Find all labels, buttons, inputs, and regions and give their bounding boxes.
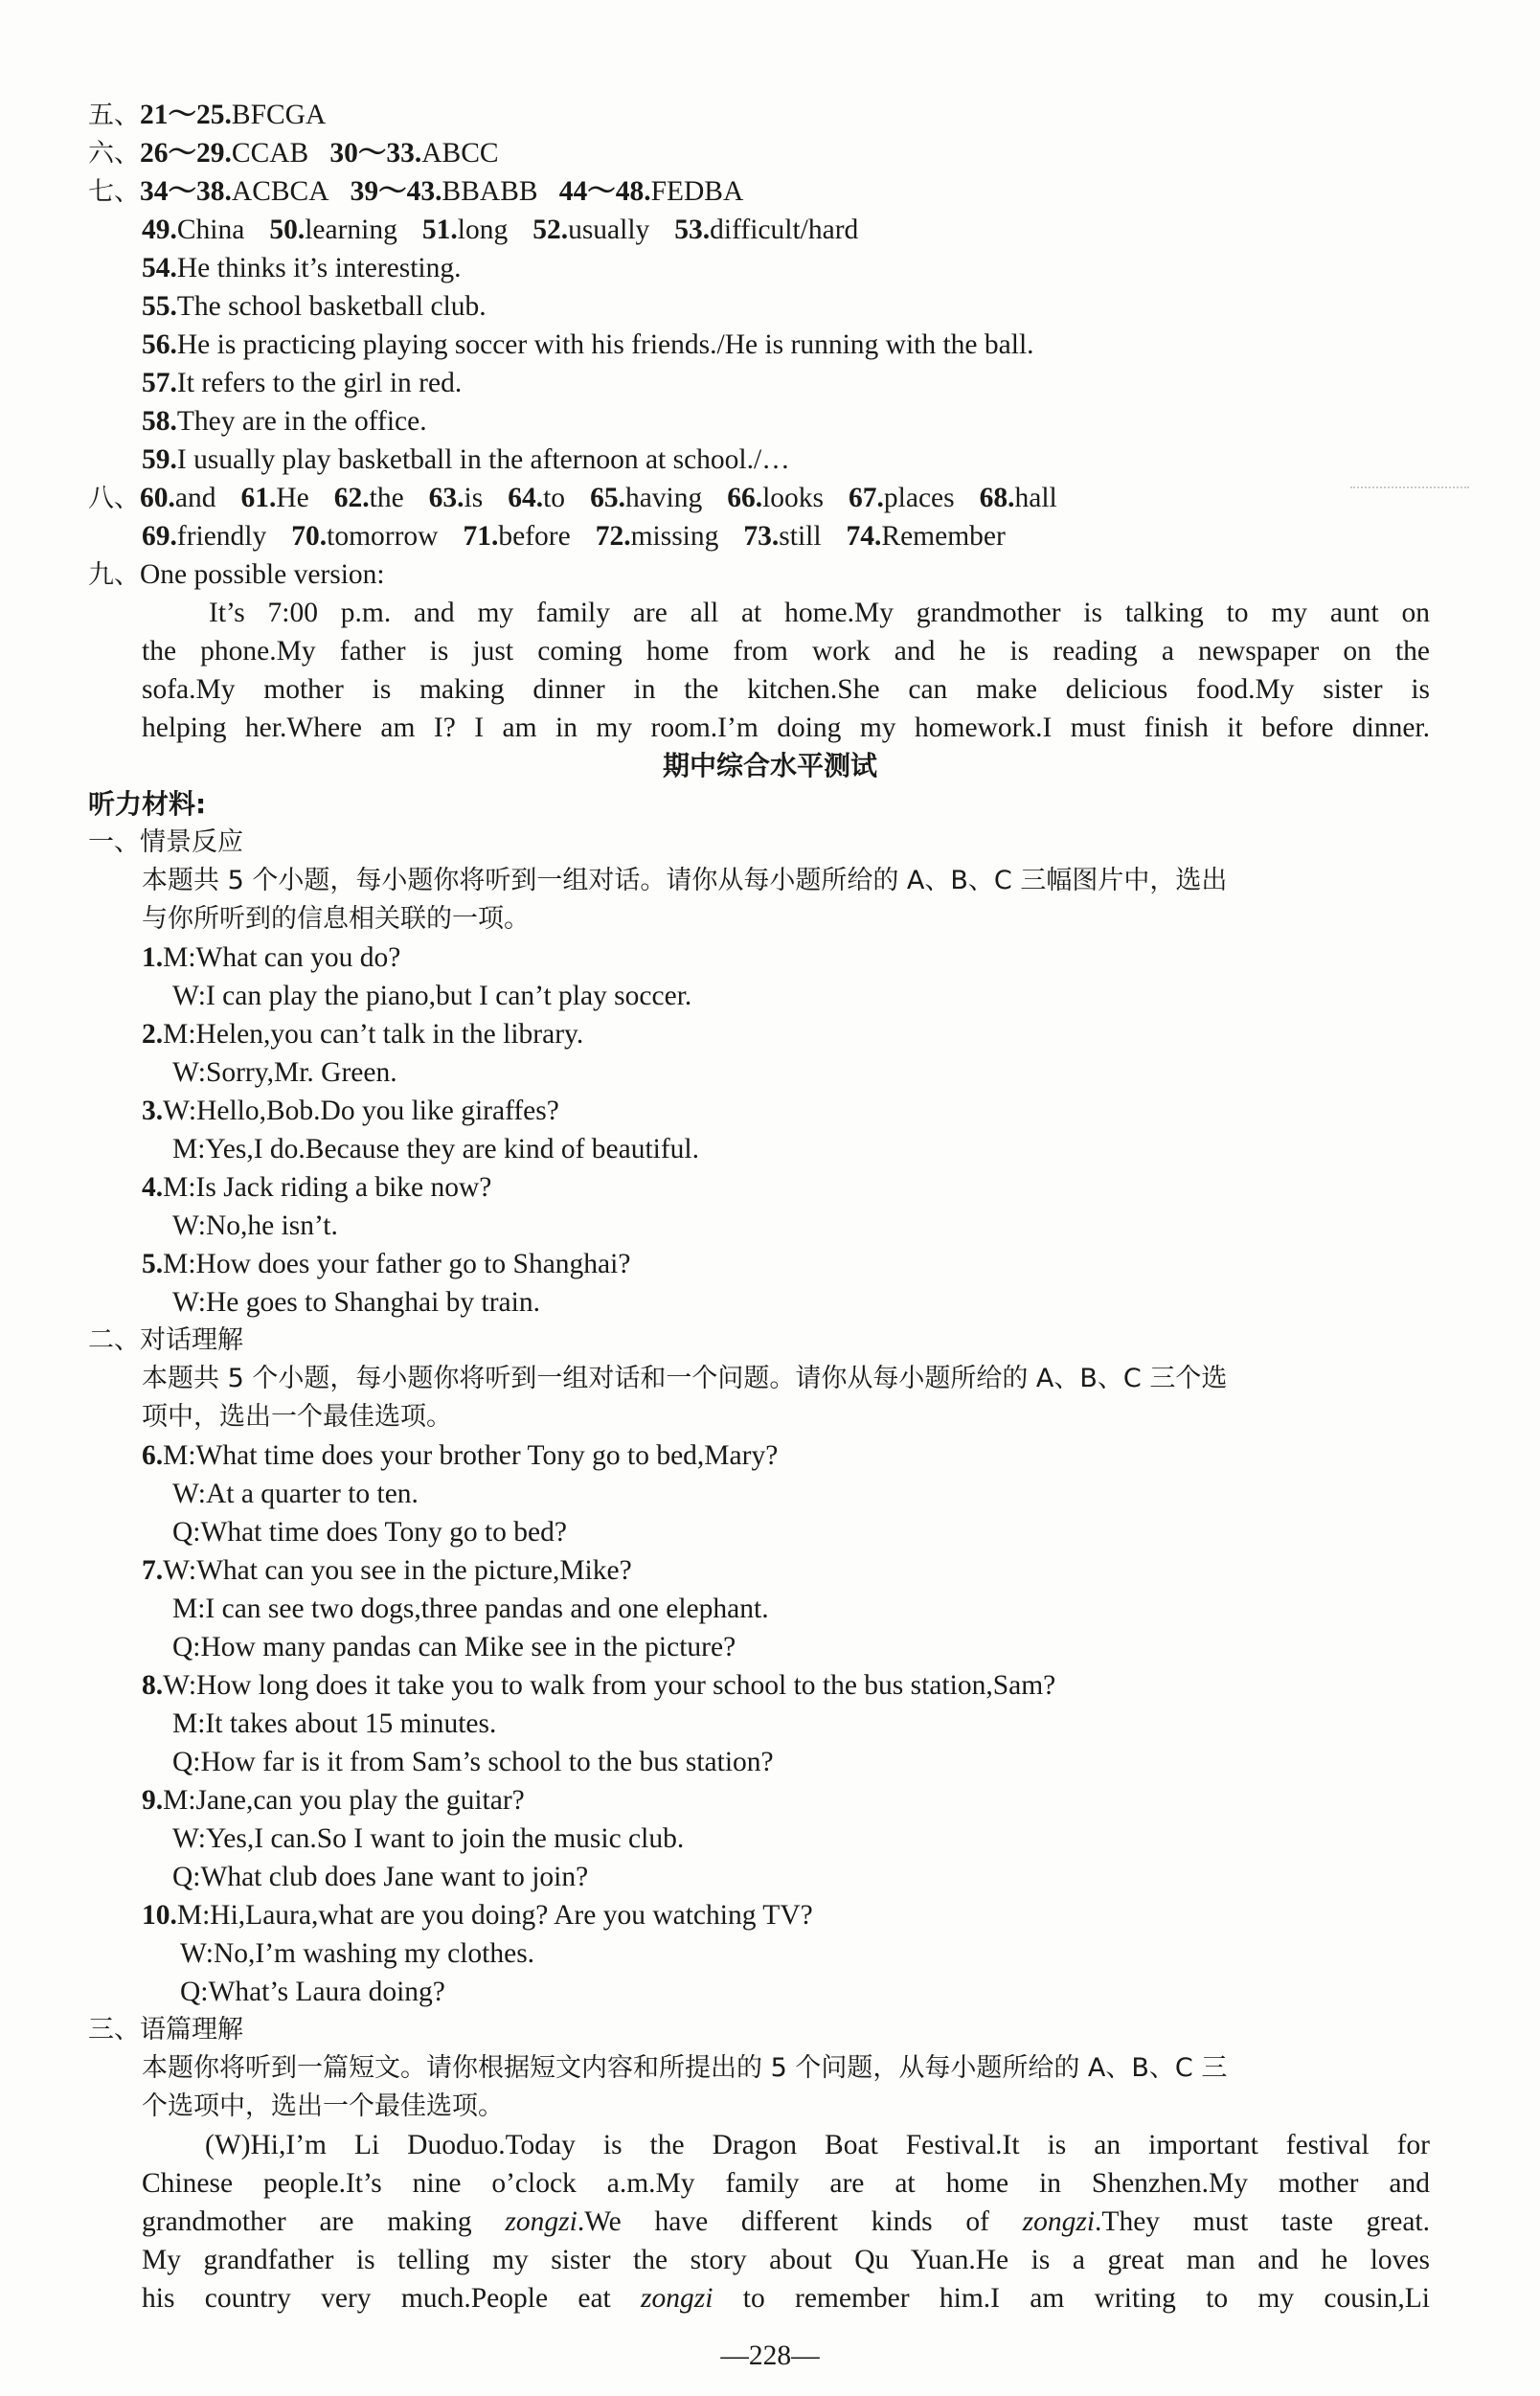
dialogue-line: M:I can see two dogs,three pandas and one elephant. <box>172 1594 769 1624</box>
dialogue-5: 5.M:How does your father go to Shanghai? <box>142 1249 631 1279</box>
answer-item: 65.having <box>590 483 703 513</box>
dialogue-4: 4.M:Is Jack riding a bike now? <box>142 1172 492 1203</box>
answer-58: 58.They are in the office. <box>142 406 427 437</box>
dialogue-1: 1.M:What can you do? <box>142 942 401 973</box>
dialogue-line: W:He goes to Shanghai by train. <box>172 1287 540 1318</box>
answer-line-9: 九、One possible version: <box>88 559 385 590</box>
dialogue-8: 8.W:How long does it take you to walk from your school to the bus station,Sam? <box>142 1670 1056 1701</box>
dialogue-line: W:At a quarter to ten. <box>172 1479 419 1509</box>
dialogue-10: 10.M:Hi,Laura,what are you doing? Are you watching TV? <box>142 1900 813 1931</box>
dialogue-7: 7.W:What can you see in the picture,Mike? <box>142 1555 632 1586</box>
answer-item: 62.the <box>333 483 404 513</box>
answer-line-6: 六、26～29.CCAB 30～33.ABCC <box>88 138 499 169</box>
answer-line-7: 七、34～38.ACBCA 39～43.BBABB 44～48.FEDBA <box>88 176 744 207</box>
answer-item: 72.missing <box>595 521 719 552</box>
answer-row-49-53 <box>142 213 883 247</box>
answer-item: 63.is <box>428 483 484 513</box>
dialogue-3: 3.W:Hello,Bob.Do you like giraffes? <box>142 1096 559 1126</box>
answer-item: 70.tomorrow <box>291 521 439 552</box>
answer-line-8: 八、60.and 61.He 62.the 63.is 64.to 65.having 66.looks 67.places 68.hall <box>88 483 1057 513</box>
answer-item: 52.usually <box>532 215 650 245</box>
dialogue-line: W:Yes,I can.So I want to join the music club. <box>172 1823 685 1854</box>
answer-item: 69.friendly <box>142 521 267 552</box>
answer-item: 64.to <box>508 483 566 513</box>
dialogue-line: W:I can play the piano,but I can’t play soccer. <box>172 981 692 1011</box>
part2-title: 二、对话理解 <box>88 1325 243 1355</box>
answer-row-69-74 <box>142 519 1030 554</box>
answer-item: 68.hall <box>979 483 1057 513</box>
answer-item: 60.and <box>140 483 216 513</box>
part3-instructions: 本题你将听到一篇短文。请你根据短文内容和所提出的 5 个问题，从每小题所给的 A、B、C 三 <box>142 2053 1228 2083</box>
part3-title: 三、语篇理解 <box>88 2015 243 2045</box>
passage-line: My grandfather is telling my sister the story about Qu Yuan.He is a great man and he loves <box>142 2245 1430 2275</box>
part3-instructions: 个选项中，选出一个最佳选项。 <box>142 2091 504 2121</box>
essay-line: sofa.My mother is making dinner in the kitchen.She can make delicious food.My sister is <box>142 674 1430 705</box>
part1-title: 一、情景反应 <box>88 827 243 857</box>
essay-line: helping her.Where am I? I am in my room.I’m doing my homework.I must finish it before dinner. <box>142 712 1430 743</box>
answer-item: 73.still <box>743 521 822 552</box>
answer-item: 49.China <box>142 215 245 245</box>
dialogue-9: 9.M:Jane,can you play the guitar? <box>142 1785 525 1816</box>
test-title: 期中综合水平测试 <box>662 750 877 781</box>
answer-item: 61.He <box>240 483 309 513</box>
faint-scan-mark <box>1350 486 1469 496</box>
question-line: Q:How far is it from Sam’s school to the bus station? <box>172 1747 774 1777</box>
essay-line: the phone.My father is just coming home from work and he is reading a newspaper on the <box>142 636 1430 667</box>
answer-55: 55.The school basketball club. <box>142 291 487 322</box>
answer-54: 54.He thinks it’s interesting. <box>142 253 462 283</box>
answer-item: 53.difficult/hard <box>674 215 859 245</box>
answer-line-5: 五、21～25.BFCGA <box>88 100 327 130</box>
passage-line: Chinese people.It’s nine o’clock a.m.My family are at home in Shenzhen.My mother and <box>142 2168 1430 2199</box>
page-number: —228— <box>720 2340 820 2371</box>
dialogue-line: W:No,he isn’t. <box>172 1210 338 1241</box>
answer-item: 74.Remember <box>846 521 1006 552</box>
answer-item: 66.looks <box>727 483 825 513</box>
answer-56: 56.He is practicing playing soccer with his friends./He is running with the ball. <box>142 329 1034 360</box>
dialogue-6: 6.M:What time does your brother Tony go to bed,Mary? <box>142 1440 779 1471</box>
part1-instructions: 与你所听到的信息相关联的一项。 <box>142 904 530 934</box>
dialogue-line: W:No,I’m washing my clothes. <box>180 1938 535 1969</box>
part1-instructions: 本题共 5 个小题，每小题你将听到一组对话。请你从每小题所给的 A、B、C 三幅图片中，选出 <box>142 866 1228 895</box>
answer-item: 50.learning <box>269 215 397 245</box>
answer-59: 59.I usually play basketball in the afternoon at school./… <box>142 444 790 475</box>
part2-instructions: 本题共 5 个小题，每小题你将听到一组对话和一个问题。请你从每小题所给的 A、B、C 三个选 <box>142 1364 1228 1393</box>
dialogue-2: 2.M:Helen,you can’t talk in the library. <box>142 1019 584 1050</box>
answer-item: 51.long <box>421 215 509 245</box>
question-line: Q:What club does Jane want to join? <box>172 1862 589 1892</box>
passage-line: (W)Hi,I’m Li Duoduo.Today is the Dragon Boat Festival.It is an important festival for <box>205 2130 1430 2160</box>
listening-label: 听力材料: <box>88 788 207 820</box>
question-line: Q:What’s Laura doing? <box>180 1977 445 2007</box>
question-line: Q:What time does Tony go to bed? <box>172 1517 567 1548</box>
passage-line: grandmother are making zongzi.We have different kinds of zongzi.They must taste great. <box>142 2206 1430 2237</box>
passage-line: his country very much.People eat zongzi to remember him.I am writing to my cousin,Li <box>142 2283 1430 2314</box>
dialogue-line: W:Sorry,Mr. Green. <box>172 1057 397 1088</box>
dialogue-line: M:It takes about 15 minutes. <box>172 1708 497 1739</box>
answer-item: 71.before <box>463 521 571 552</box>
question-line: Q:How many pandas can Mike see in the picture? <box>172 1632 736 1662</box>
essay-line: It’s 7:00 p.m. and my family are all at home.My grandmother is talking to my aunt on <box>209 598 1430 628</box>
dialogue-line: M:Yes,I do.Because they are kind of beautiful. <box>172 1134 699 1164</box>
part2-instructions: 项中，选出一个最佳选项。 <box>142 1402 452 1432</box>
answer-item: 67.places <box>849 483 955 513</box>
answer-57: 57.It refers to the girl in red. <box>142 368 463 398</box>
